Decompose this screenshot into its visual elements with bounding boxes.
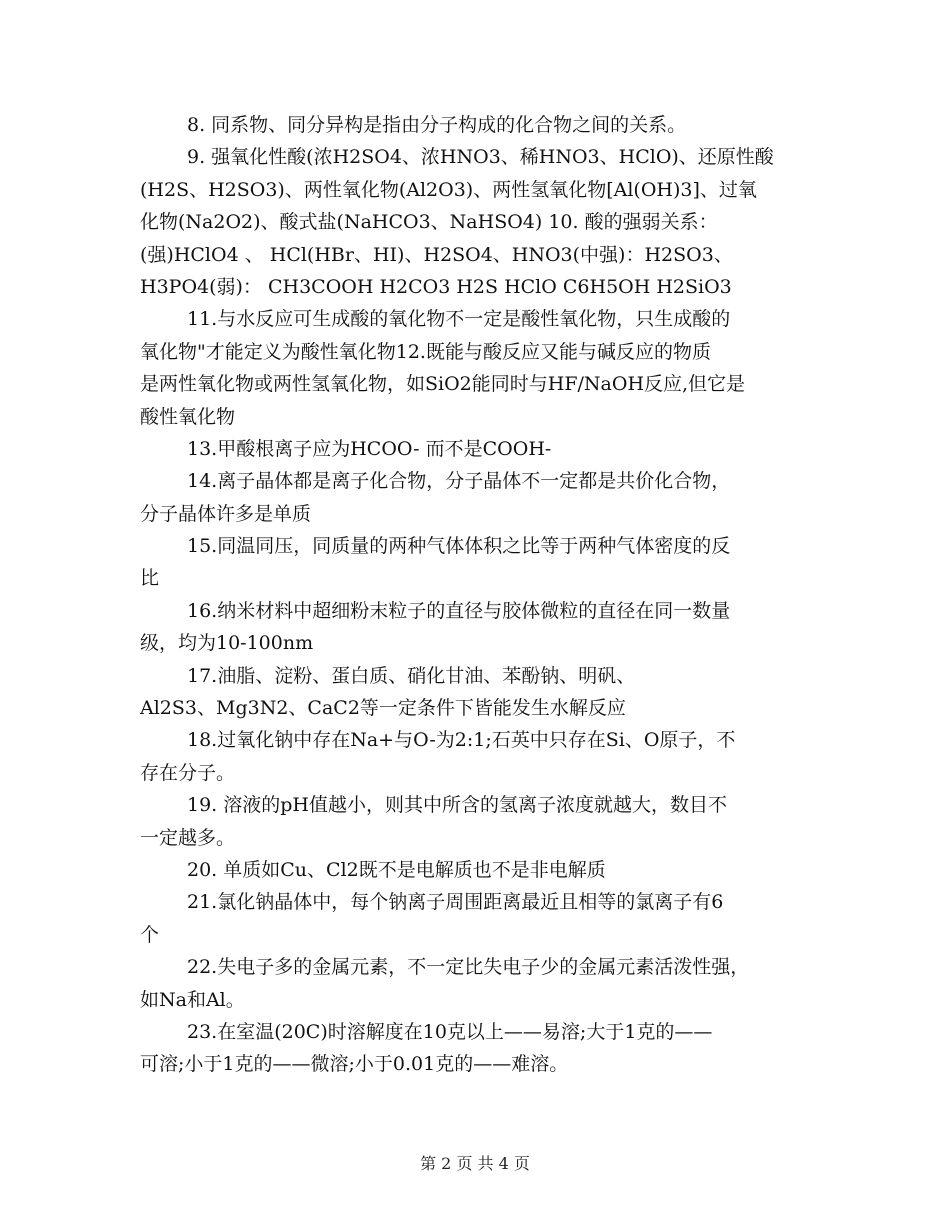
paragraph-line: 分子晶体许多是单质	[140, 502, 312, 525]
paragraph-line: 级，均为10-100nm	[140, 632, 314, 655]
paragraph-line: 存在分子。	[140, 761, 236, 784]
paragraph-line: 一定越多。	[140, 826, 236, 849]
page-number-footer: 第 2 页 共 4 页	[420, 1154, 530, 1173]
paragraph-line: 20. 单质如Cu、Cl2既不是电解质也不是非电解质	[187, 858, 606, 881]
paragraph-line: 8. 同系物、同分异构是指由分子构成的化合物之间的关系。	[187, 114, 687, 136]
paragraph-line: 17.油脂、淀粉、蛋白质、硝化甘油、苯酚钠、明矾、	[187, 664, 636, 687]
paragraph-line: 氧化物"才能定义为酸性氧化物12.既能与酸反应又能与碱反应的物质	[140, 340, 711, 363]
paragraph-line: 19. 溶液的pH值越小，则其中所含的氢离子浓度就越大，数目不	[187, 794, 727, 817]
paragraph-line: 23.在室温(20C)时溶解度在10克以上——易溶;大于1克的——	[187, 1020, 713, 1043]
paragraph-line: 个	[140, 923, 160, 946]
paragraph-line: 可溶;小于1克的——微溶;小于0.01克的——难溶。	[140, 1053, 569, 1076]
paragraph-line: 14.离子晶体都是离子化合物，分子晶体不一定都是共价化合物，	[187, 470, 731, 493]
paragraph-line: 22.失电子多的金属元素，不一定比失电子少的金属元素活泼性强，	[187, 956, 750, 979]
paragraph-line: 化物(Na2O2)、酸式盐(NaHCO3、NaHSO4) 10. 酸的强弱关系：	[140, 211, 718, 234]
paragraph-line: 15.同温同压，同质量的两种气体体积之比等于两种气体密度的反	[187, 535, 731, 558]
document-body	[140, 109, 812, 1081]
paragraph-line: Al2S3、Mg3N2、CaC2等一定条件下皆能发生水解反应	[140, 697, 626, 720]
paragraph-line: 21.氯化钠晶体中，每个钠离子周围距离最近且相等的氯离子有6	[187, 891, 724, 914]
paragraph-line: 13.甲酸根离子应为HCOO- 而不是COOH-	[187, 437, 552, 460]
paragraph-line: (H2S、H2SO3)、两性氧化物(Al2O3)、两性氢氧化物[Al(OH)3]、过氧	[140, 178, 757, 201]
paragraph-line: 是两性氧化物或两性氢氧化物，如SiO2能同时与HF/NaOH反应,但它是	[140, 373, 746, 396]
paragraph-line: 16.纳米材料中超细粉末粒子的直径与胶体微粒的直径在同一数量	[187, 599, 731, 622]
paragraph-line: 酸性氧化物	[140, 405, 236, 428]
paragraph-line: 比	[140, 567, 160, 590]
paragraph-line: 9. 强氧化性酸(浓H2SO4、浓HNO3、稀HNO3、HClO)、还原性酸	[187, 146, 774, 169]
paragraph-line: 18.过氧化钠中存在Na+与O-为2:1;石英中只存在Si、O原子，不	[187, 729, 736, 752]
paragraph-line: 11.与水反应可生成酸的氧化物不一定是酸性氧化物，只生成酸的	[187, 308, 731, 331]
paragraph-line: H3PO4(弱)： CH3COOH H2CO3 H2S HClO C6H5OH H2SiO3	[140, 275, 732, 298]
paragraph-line: (强)HClO4 、 HCl(HBr、HI)、H2SO4、HNO3(中强)：H2SO3、	[140, 243, 733, 266]
paragraph-line: 如Na和Al。	[140, 988, 245, 1011]
